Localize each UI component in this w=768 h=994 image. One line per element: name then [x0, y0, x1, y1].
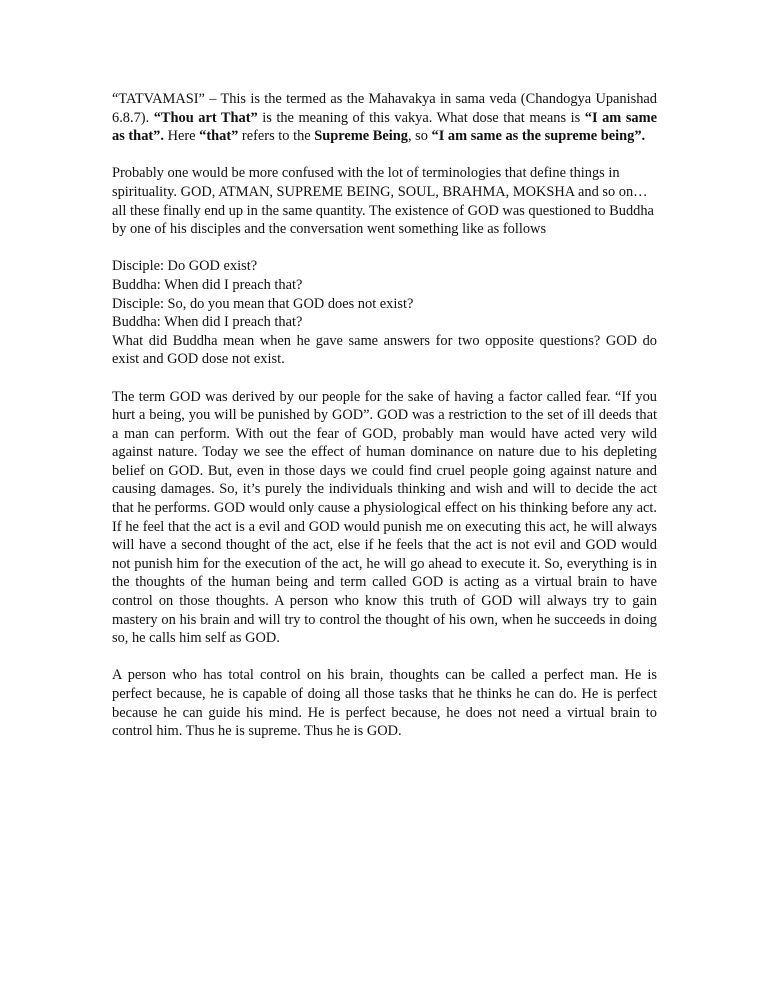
dialog-block: [112, 257, 657, 369]
paragraph-tatvamasi: [112, 90, 657, 146]
paragraph-god-fear: The term GOD was derived by our people for the sake of having a factor called fear. “If you hurt a being, you will be punished by GOD”. GOD was a restriction to the set of ill deeds that a man can perform. With out the fear of GOD, probably man would have acted very wild against nature. Today we see the effect of human dominance on nature due to his depleting belief on GOD. But, even in those days we could find cruel people going against nature and causing damages. So, it’s purely the individuals thinking and wish and will to decide the act that he performs. GOD would only cause a physiological effect on his thinking before any act. If he feel that the act is a evil and GOD would punish me on executing this act, he will always will have a second thought of the act, else if he feels that the act is not evil and GOD would not punish him for the execution of the act, he will go ahead to execute it. So, everything is in the thoughts of the human being and term called GOD is acting as a virtual brain to have control on those thoughts. A person who know this truth of GOD will always try to gain mastery on his brain and will try to control the thought of his own, when he succeeds in doing so, he calls him self as GOD.: [112, 388, 657, 647]
dialog-line: Buddha: When did I preach that?: [112, 276, 303, 293]
p1-text-5: , so: [407, 128, 432, 145]
p1-bold-that: “that”: [199, 128, 239, 145]
p1-text-2: is the meaning of this vakya. What dose that means is: [257, 109, 585, 126]
dialog-line: Buddha: When did I preach that?: [112, 314, 303, 331]
p1-text-4: refers to the: [238, 128, 315, 145]
dialog-line: Disciple: So, do you mean that GOD does not exist?: [112, 295, 414, 312]
p1-bold-same-as-supreme-being: “I am same as the supreme being”.: [431, 128, 646, 145]
p1-bold-supreme-being: Supreme Being: [314, 128, 408, 145]
paragraph-terminologies: Probably one would be more confused with the lot of terminologies that define things in spirituality. GOD, ATMAN, SUPREME BEING, SOUL, BRAHMA, MOKSHA and so on… all these finally end up in the same quantity. The existence of GOD was questioned to Buddha by one of his disciples and the conversation went something like as follows: [112, 165, 654, 238]
dialog-line: Disciple: Do GOD exist?: [112, 258, 258, 275]
p1-bold-thou-art-that: “Thou art That”: [153, 109, 258, 126]
paragraph-perfect-man: A person who has total control on his brain, thoughts can be called a perfect man. He is perfect because, he is capable of doing all those tasks that he thinks he can do. He is perfect because he can guide his mind. He is perfect because, he does not need a virtual brain to control him. Thus he is supreme. Thus he is GOD.: [112, 667, 657, 740]
dialog-question: What did Buddha mean when he gave same answers for two opposite questions? GOD do exist and GOD dose not exist.: [112, 332, 657, 368]
document-page: [112, 90, 657, 759]
p1-text-1: “TATVAMASI” – This is the termed as the Mahavakya in sama veda (Chandogya Upanishad 6.8.7).: [112, 91, 657, 126]
p1-bold-same-as-that: “I am same as that”.: [112, 109, 657, 145]
p1-text-3: Here: [163, 128, 200, 145]
